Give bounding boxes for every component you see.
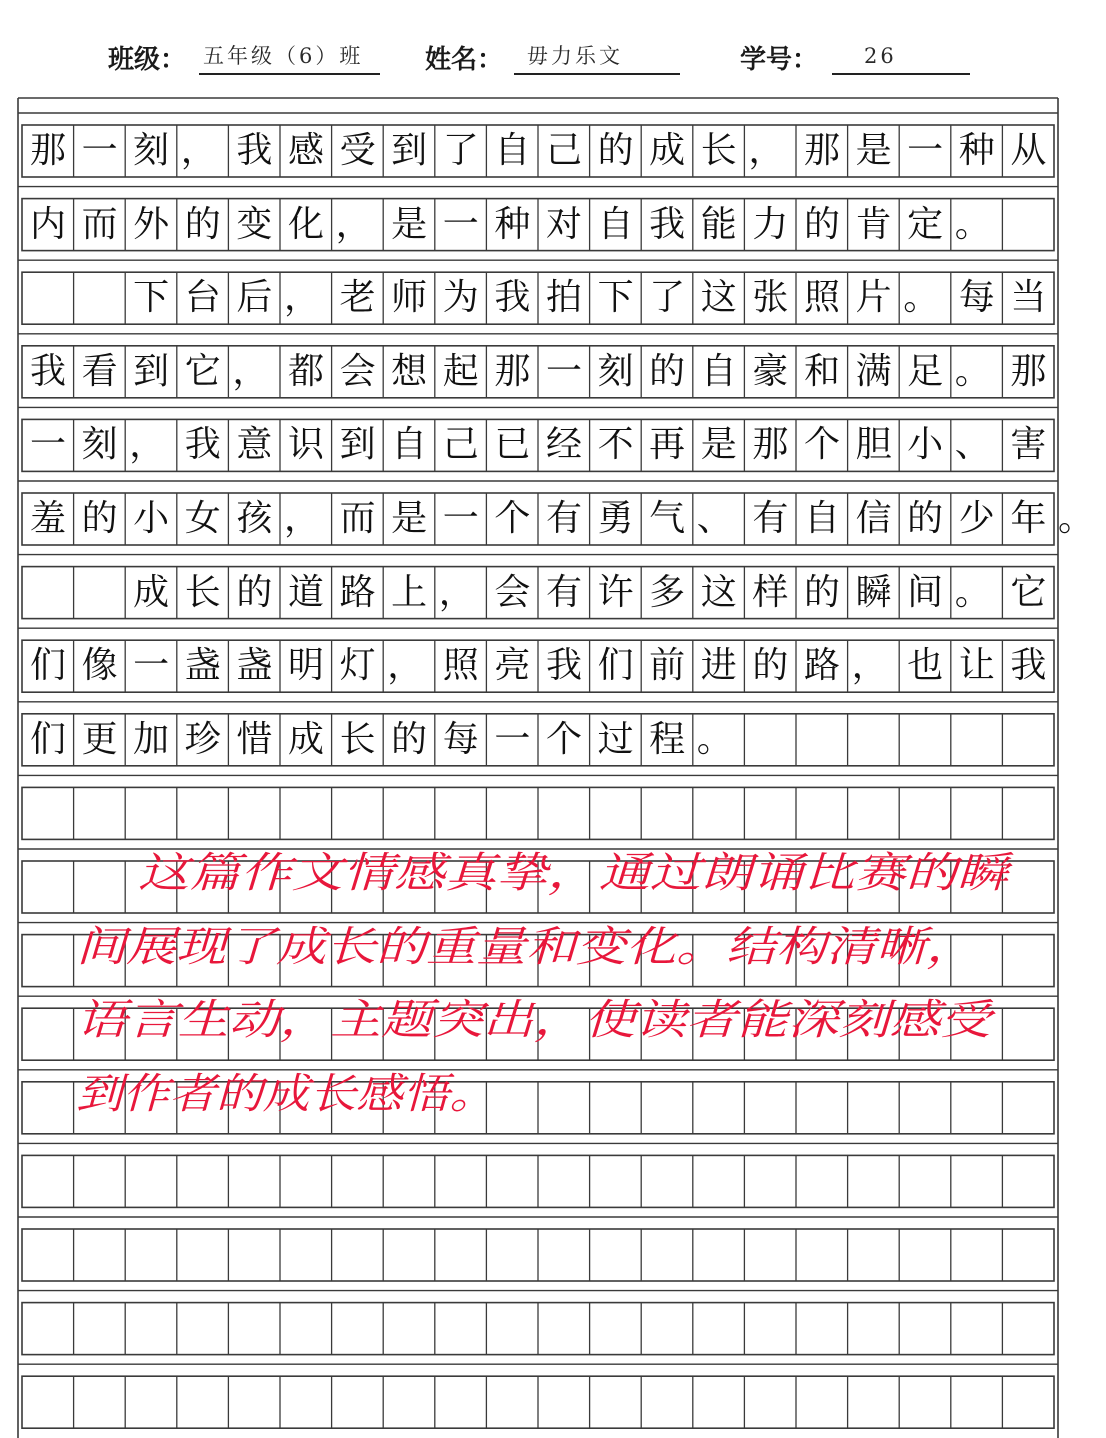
essay-char: 再 [649,424,686,466]
essay-char: 自 [597,203,634,245]
essay-char: 我 [545,645,582,687]
essay-char: 都 [287,350,324,392]
essay-char: ， [438,571,475,613]
essay-char: ， [387,645,424,687]
essay-char: 路 [803,645,840,687]
name-label: 姓名： [425,45,504,75]
essay-char: 。 [1058,498,1095,539]
essay-char: 那 [803,130,840,171]
class-label: 班级： [108,45,187,75]
essay-char: 自 [803,498,840,539]
essay-char: ， [284,277,321,319]
essay-char: 能 [700,203,737,245]
essay-char: 已 [494,424,531,466]
essay-char: 、 [954,424,991,466]
essay-char: ， [129,424,166,466]
essay-char: 我 [494,277,531,319]
essay-char: 是 [700,424,737,466]
essay-char: 看 [81,350,118,392]
essay-char: 一 [442,498,479,539]
essay-char: 长 [339,718,376,760]
essay-char: ， [284,498,321,539]
essay-char: 刻 [597,350,634,392]
essay-char: 的 [649,350,686,392]
essay-char: 照 [442,645,479,687]
essay-char: 种 [494,203,531,245]
essay-char: 下 [133,277,170,319]
comment-line: 这篇作文情感真挚，通过朗诵比赛的瞬 [138,848,1008,897]
essay-char: 到 [391,130,428,171]
essay-char: 长 [700,130,737,171]
essay-char: 的 [752,645,789,687]
essay-char: 上 [391,571,428,613]
essay-char: ， [180,130,217,171]
essay-char: 那 [752,424,789,466]
essay-char: 刻 [133,130,170,171]
essay-char: 是 [855,130,892,171]
essay-char: 的 [803,571,840,613]
essay-char: 们 [29,718,66,760]
essay-char: 对 [545,203,582,245]
essay-char: 也 [907,645,944,687]
essay-char: 。 [954,203,991,245]
essay-char: 的 [236,571,273,613]
essay-char: 刻 [81,424,118,466]
essay-char: 后 [236,277,273,319]
essay-char: 少 [958,498,995,539]
essay-char: 道 [287,571,324,613]
essay-char: 一 [494,718,531,760]
essay-char: 羞 [29,498,66,539]
essay-char: 的 [597,130,634,171]
essay-char: 个 [494,498,531,539]
essay-char: 。 [903,277,940,319]
essay-char: 那 [29,130,66,171]
essay-char: 起 [442,350,479,392]
essay-char: 让 [958,645,995,687]
essay-char: 会 [339,350,376,392]
essay-char: 盏 [236,645,273,687]
essay-char: 像 [81,645,118,687]
essay-char: 我 [236,130,273,171]
essay-char: 气 [649,498,686,539]
essay-char: 会 [494,571,531,613]
essay-char: 而 [339,498,376,539]
essay-char: 的 [81,498,118,539]
essay-char: 个 [545,718,582,760]
essay-char: 我 [649,203,686,245]
essay-char: 那 [494,350,531,392]
essay-char: 小 [907,424,944,466]
essay-char: 的 [391,718,428,760]
essay-char: 一 [442,203,479,245]
essay-char: 我 [1010,645,1047,687]
essay-char: 多 [649,571,686,613]
essay-char: 拍 [545,277,582,319]
essay-char: 台 [184,277,221,319]
essay-char: 受 [339,130,376,171]
essay-char: 瞬 [855,571,892,613]
essay-char: 进 [700,645,737,687]
essay-char: 感 [287,130,324,171]
essay-char: ， [851,645,888,687]
essay-char: 力 [752,203,789,245]
essay-char: 亮 [494,645,531,687]
essay-char: 己 [442,424,479,466]
name-value: 毋力乐文 [527,44,623,68]
essay-char: 了 [649,277,686,319]
essay-char: 每 [958,277,995,319]
essay-char: 自 [494,130,531,171]
essay-char: 这 [700,571,737,613]
essay-char: 到 [339,424,376,466]
essay-char: 许 [597,571,634,613]
essay-char: 胆 [855,424,892,466]
essay-char: 盏 [184,645,221,687]
essay-char: 肯 [855,203,892,245]
essay-char: 明 [287,645,324,687]
essay-char: 不 [597,424,634,466]
essay-char: 有 [545,498,582,539]
essay-char: 一 [545,350,582,392]
number-value: 26 [864,44,897,68]
essay-char: ， [335,203,372,245]
essay-char: 化 [287,203,324,245]
essay-char: 的 [907,498,944,539]
essay-char: 自 [700,350,737,392]
essay-char: 成 [287,718,324,760]
essay-char: 一 [133,645,170,687]
essay-char: ， [748,130,785,171]
essay-char: 了 [442,130,479,171]
essay-char: 满 [855,350,892,392]
essay-char: 己 [545,130,582,171]
essay-char: 们 [29,645,66,687]
essay-char: 每 [442,718,479,760]
comment-line: 间展现了成长的重量和变化。结构清晰， [76,921,976,971]
essay-char: 有 [752,498,789,539]
essay-char: 更 [81,718,118,760]
essay-char: 。 [954,350,991,392]
essay-char: 我 [29,350,66,392]
essay-char: 从 [1010,130,1047,171]
essay-char: 的 [803,203,840,245]
essay-char: 个 [803,424,840,466]
essay-char: 足 [907,350,944,392]
essay-char: 、 [696,498,733,539]
essay-char: 师 [391,277,428,319]
class-value: 五年级（6）班 [203,44,364,68]
essay-char: 的 [184,203,221,245]
essay-char: 灯 [339,645,376,687]
essay-char: 长 [184,571,221,613]
comment-line: 到作者的成长感悟。 [76,1068,496,1118]
essay-char: 定 [907,203,944,245]
essay-char: 张 [752,277,789,319]
essay-char: 到 [133,350,170,392]
essay-char: 程 [649,718,686,760]
essay-char: ， [232,350,269,392]
essay-char: 外 [133,203,170,245]
essay-char: 为 [442,277,479,319]
essay-char: 片 [855,277,892,319]
essay-char: 一 [81,130,118,171]
essay-char: 有 [545,571,582,613]
essay-char: 孩 [236,498,273,539]
essay-char: 当 [1010,277,1047,319]
essay-char: 而 [81,203,118,245]
essay-char: 成 [133,571,170,613]
essay-char: 惜 [236,718,273,760]
essay-char: 是 [391,498,428,539]
essay-char: 一 [29,424,66,466]
essay-char: 经 [545,424,582,466]
essay-char: 种 [958,130,995,171]
essay-char: 勇 [597,498,634,539]
essay-char: 自 [391,424,428,466]
essay-char: 豪 [752,350,789,392]
essay-char: 信 [855,498,892,539]
essay-char: 成 [649,130,686,171]
essay-char: 。 [954,571,991,613]
essay-char: 想 [391,350,428,392]
essay-char: 珍 [184,718,221,760]
essay-char: 路 [339,571,376,613]
essay-char: 一 [907,130,944,171]
number-label: 学号： [740,45,819,75]
essay-char: 间 [907,571,944,613]
essay-char: 。 [696,718,733,760]
comment-line: 语言生动，主题突出，使读者能深刻感受 [76,995,991,1045]
essay-char: 它 [1010,571,1047,613]
essay-char: 和 [803,350,840,392]
essay-char: 过 [597,718,634,760]
essay-char: 是 [391,203,428,245]
essay-char: 样 [752,571,789,613]
essay-char: 那 [1010,350,1047,392]
essay-char: 意 [236,424,273,466]
essay-char: 这 [700,277,737,319]
essay-char: 老 [339,277,376,319]
essay-char: 小 [133,498,170,539]
essay-char: 女 [184,498,221,539]
essay-char: 内 [29,203,66,245]
essay-char: 们 [597,645,634,687]
essay-char: 识 [287,424,324,466]
essay-char: 下 [597,277,634,319]
essay-char: 变 [236,203,273,245]
essay-char: 前 [649,645,686,687]
essay-char: 我 [184,424,221,466]
essay-char: 年 [1010,498,1047,539]
essay-char: 加 [133,718,170,760]
essay-char: 害 [1010,424,1047,466]
essay-char: 照 [803,277,840,319]
essay-char: 它 [184,350,221,392]
